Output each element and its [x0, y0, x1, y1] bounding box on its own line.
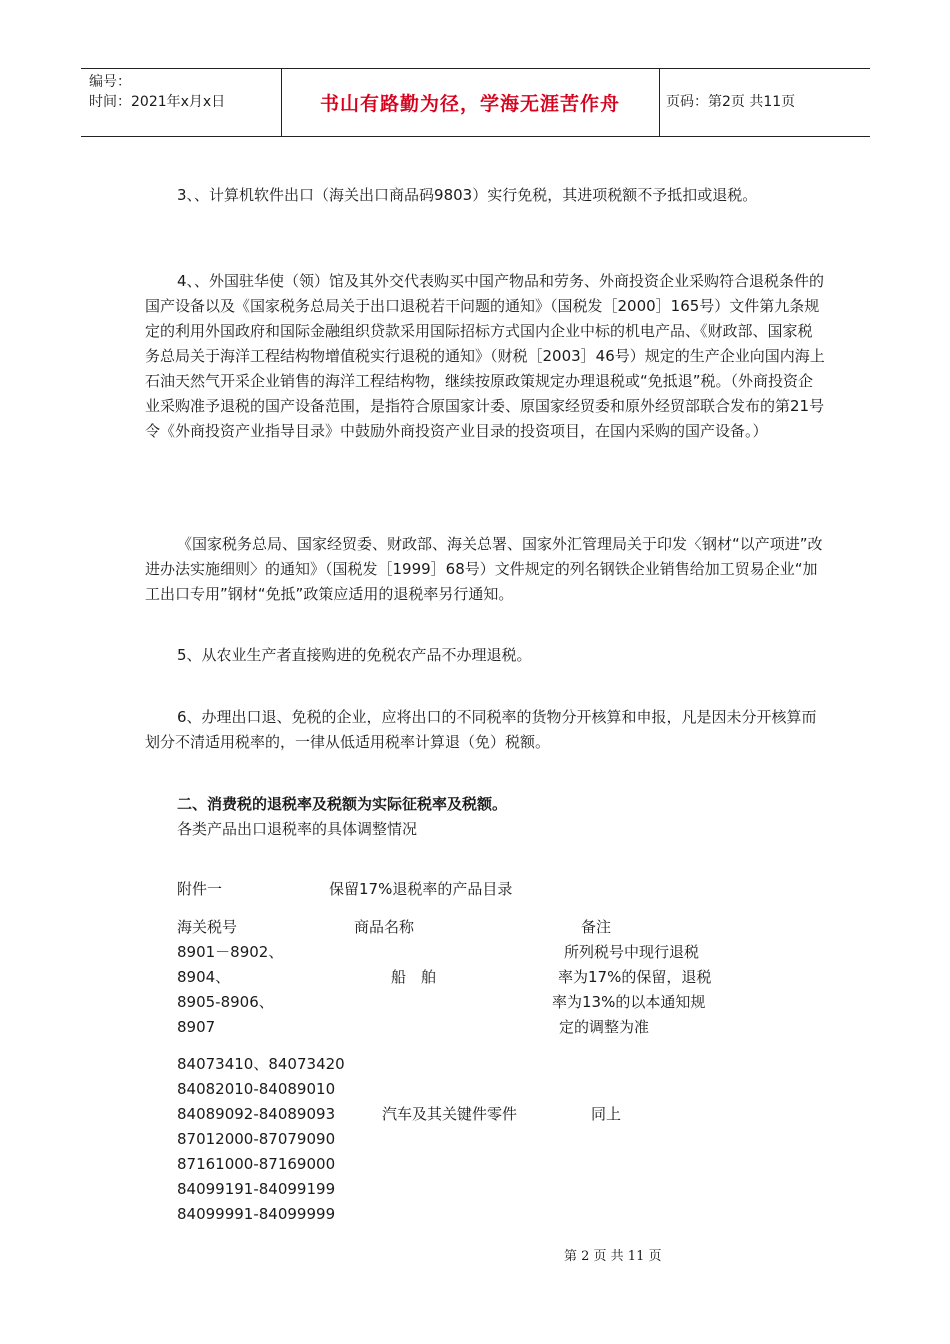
row-code: 84089092-84089093	[177, 1105, 336, 1123]
header-right-cell	[659, 69, 871, 136]
section2-heading: 二、消费税的退税率及税额为实际征税率及税额。	[177, 795, 508, 813]
page-footer: 第 2 页 共 11 页	[564, 1249, 662, 1264]
row-remark-line: 率为13%的以本通知规	[552, 993, 706, 1011]
page-header	[81, 68, 870, 137]
row-product-name: 汽车及其关键件零件	[382, 1105, 518, 1123]
doc-number-label: 编号：	[89, 74, 131, 90]
paragraph-3: 3、、计算机软件出口（海关出口商品码9803）实行免税，其进项税额不予抵扣或退税。	[177, 186, 758, 204]
paragraph-steel: 《国家税务总局、国家经贸委、财政部、海关总署、国家外汇管理局关于印发〈钢材“以产项进”改进办法实施细则〉的通知》（国税发［1999］68号）文件规定的列名钢铁企业销售给加工贸易企业“加工出口专用”钢材“免抵”政策应适用的退税率另行通知。	[145, 535, 823, 603]
row-code: 8901－8902、	[177, 943, 284, 961]
paragraph-6: 6、办理出口退、免税的企业，应将出口的不同税率的货物分开核算和申报，凡是因未分开核算而划分不清适用税率的，一律从低适用税率计算退（免）税额。	[145, 708, 817, 751]
row-remark-line: 同上	[591, 1105, 622, 1123]
row-code: 84099991-84099999	[177, 1205, 336, 1223]
annex-title: 保留17%退税率的产品目录	[329, 880, 513, 898]
doc-time-label: 时间：2021年x月x日	[89, 94, 226, 110]
header-motto: 书山有路勤为径，学海无涯苦作舟	[319, 93, 620, 115]
row-remark-line: 率为17%的保留，退税	[558, 968, 712, 986]
row-code: 84099191-84099199	[177, 1180, 336, 1198]
paragraph-4: 4、、外国驻华使（领）馆及其外交代表购买中国产物品和劳务、外商投资企业采购符合退税条件的国产设备以及《国家税务总局关于出口退税若干问题的通知》（国税发［2000］165号）文件第九条规定的利用外国政府和国际金融组织贷款采用国际招标方式国内企业中标的机电产品、《财政部、国家税务总局关于海洋工程结构物增值税实行退税的通知》（财税［2003］46号）规定的生产企业向国内海上石油天然气开采企业销售的海洋工程结构物，继续按原政策规定办理退税或“免抵退”税。（外商投资企业采购准予退税的国产设备范围，是指符合原国家计委、原国家经贸委和原外经贸部联合发布的第21号令《外商投资产业指导目录》中鼓励外商投资产业目录的投资项目，在国内采购的国产设备。）	[145, 272, 825, 440]
row-code: 8907	[177, 1018, 216, 1036]
annex-label: 附件一	[177, 880, 223, 898]
row-code: 8905-8906、	[177, 993, 274, 1011]
row-code: 84082010-84089010	[177, 1080, 336, 1098]
column-header-code: 海关税号	[177, 918, 238, 936]
row-code: 84073410、84073420	[177, 1055, 345, 1073]
paragraph-5: 5、从农业生产者直接购进的免税农产品不办理退税。	[177, 646, 532, 664]
row-product-name: 船 舶	[391, 968, 437, 986]
row-remark-line: 所列税号中现行退税	[564, 943, 700, 961]
column-header-remark: 备注	[581, 918, 612, 936]
row-code: 8904、	[177, 968, 231, 986]
column-header-name: 商品名称	[354, 918, 415, 936]
header-page-label: 页码：第2页 共11页	[666, 94, 796, 110]
row-remark-line: 定的调整为准	[559, 1018, 650, 1036]
row-code: 87161000-87169000	[177, 1155, 336, 1173]
header-left-cell	[81, 69, 282, 136]
row-code: 87012000-87079090	[177, 1130, 336, 1148]
section2-subtitle: 各类产品出口退税率的具体调整情况	[177, 820, 418, 838]
